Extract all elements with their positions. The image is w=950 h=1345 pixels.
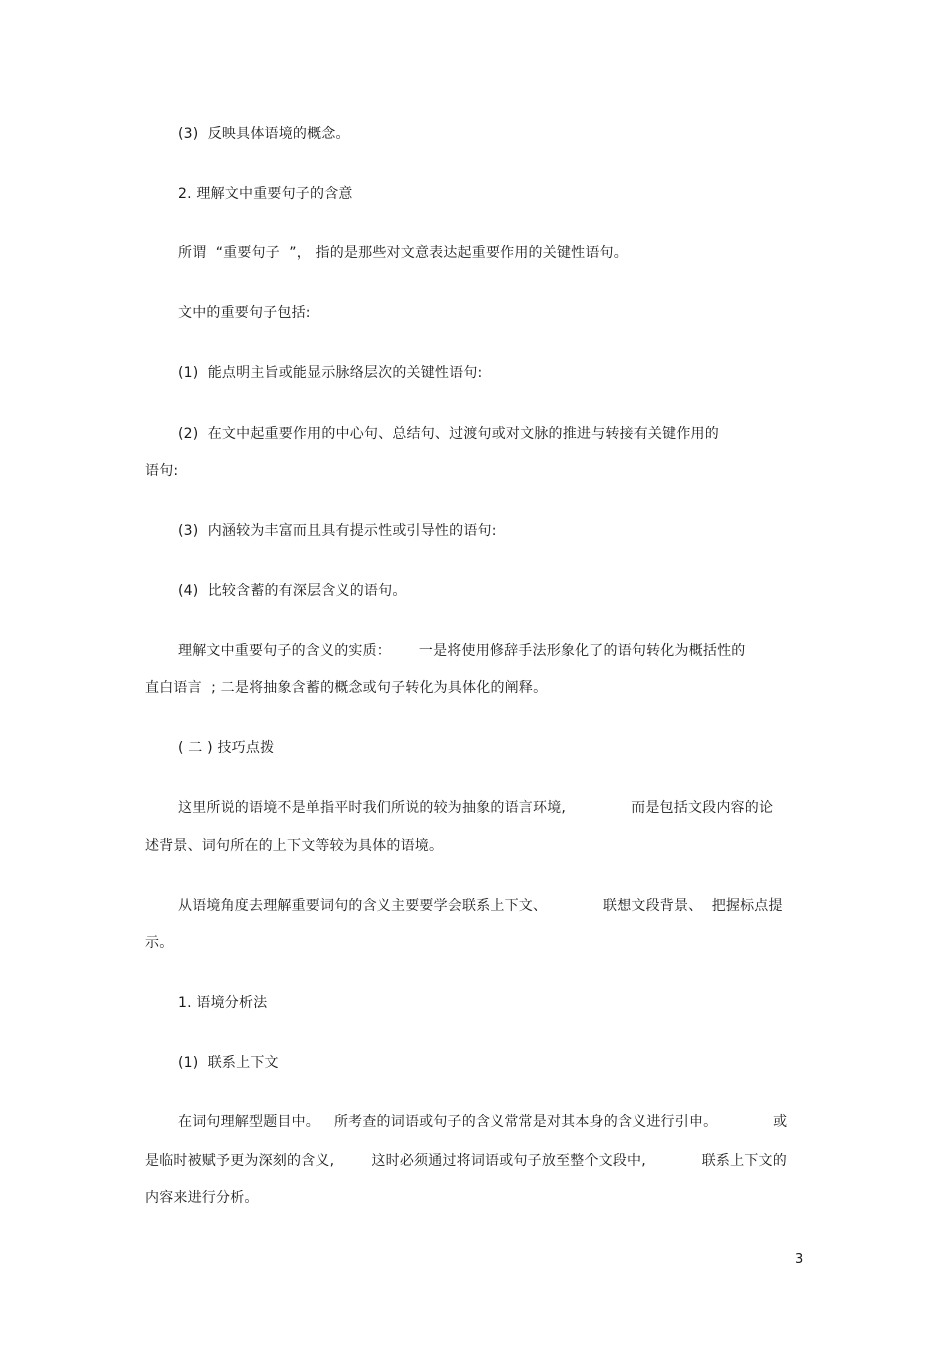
text-line: 从语境角度去理解重要词句的含义主要要学会联系上下文、 联想文段背景、 把握标点提 — [178, 898, 783, 914]
text-line: 在词句理解型题目中。 所考查的词语或句子的含义常常是对其本身的含义进行引申。 或 — [178, 1114, 788, 1130]
list-item: (3) 内涵较为丰富而且具有提示性或引导性的语句: — [178, 523, 497, 539]
text-line: 是临时被赋予更为深刻的含义, 这时必须通过将词语或句子放至整个文段中, 联系上下文的 — [145, 1153, 787, 1169]
text-line: 理解文中重要句子的含义的实质： 一是将使用修辞手法形象化了的语句转化为概括性的 — [178, 643, 746, 659]
page-number: 3 — [795, 1252, 804, 1267]
list-item-continuation: 语句: — [145, 463, 179, 479]
list-item: (1) 能点明主旨或能显示脉络层次的关键性语句: — [178, 365, 483, 381]
section-heading: 1. 语境分析法 — [178, 995, 268, 1011]
text-line: 内容来进行分析。 — [145, 1190, 259, 1206]
text-line: 文中的重要句子包括: — [178, 305, 311, 321]
text-line: 所谓 “重要句子 ”， 指的是那些对文意表达起重要作用的关键性语句。 — [178, 245, 628, 261]
list-item: (4) 比较含蓄的有深层含义的语句。 — [178, 583, 407, 599]
text-line: 述背景、词句所在的上下文等较为具体的语境。 — [145, 838, 444, 854]
section-heading: 2. 理解文中重要句子的含意 — [178, 186, 353, 202]
section-heading: ( 二 ) 技巧点拨 — [178, 740, 275, 756]
subsection-heading: (1) 联系上下文 — [178, 1055, 279, 1071]
text-line: (3) 反映具体语境的概念。 — [178, 126, 350, 142]
text-line: 示。 — [145, 935, 174, 951]
list-item: (2) 在文中起重要作用的中心句、总结句、过渡句或对文脉的推进与转接有关键作用的 — [178, 426, 719, 442]
text-line: 直白语言 ; 二是将抽象含蓄的概念或句子转化为具体化的阐释。 — [145, 680, 548, 696]
text-line: 这里所说的语境不是单指平时我们所说的较为抽象的语言环境, 而是包括文段内容的论 — [178, 800, 774, 816]
